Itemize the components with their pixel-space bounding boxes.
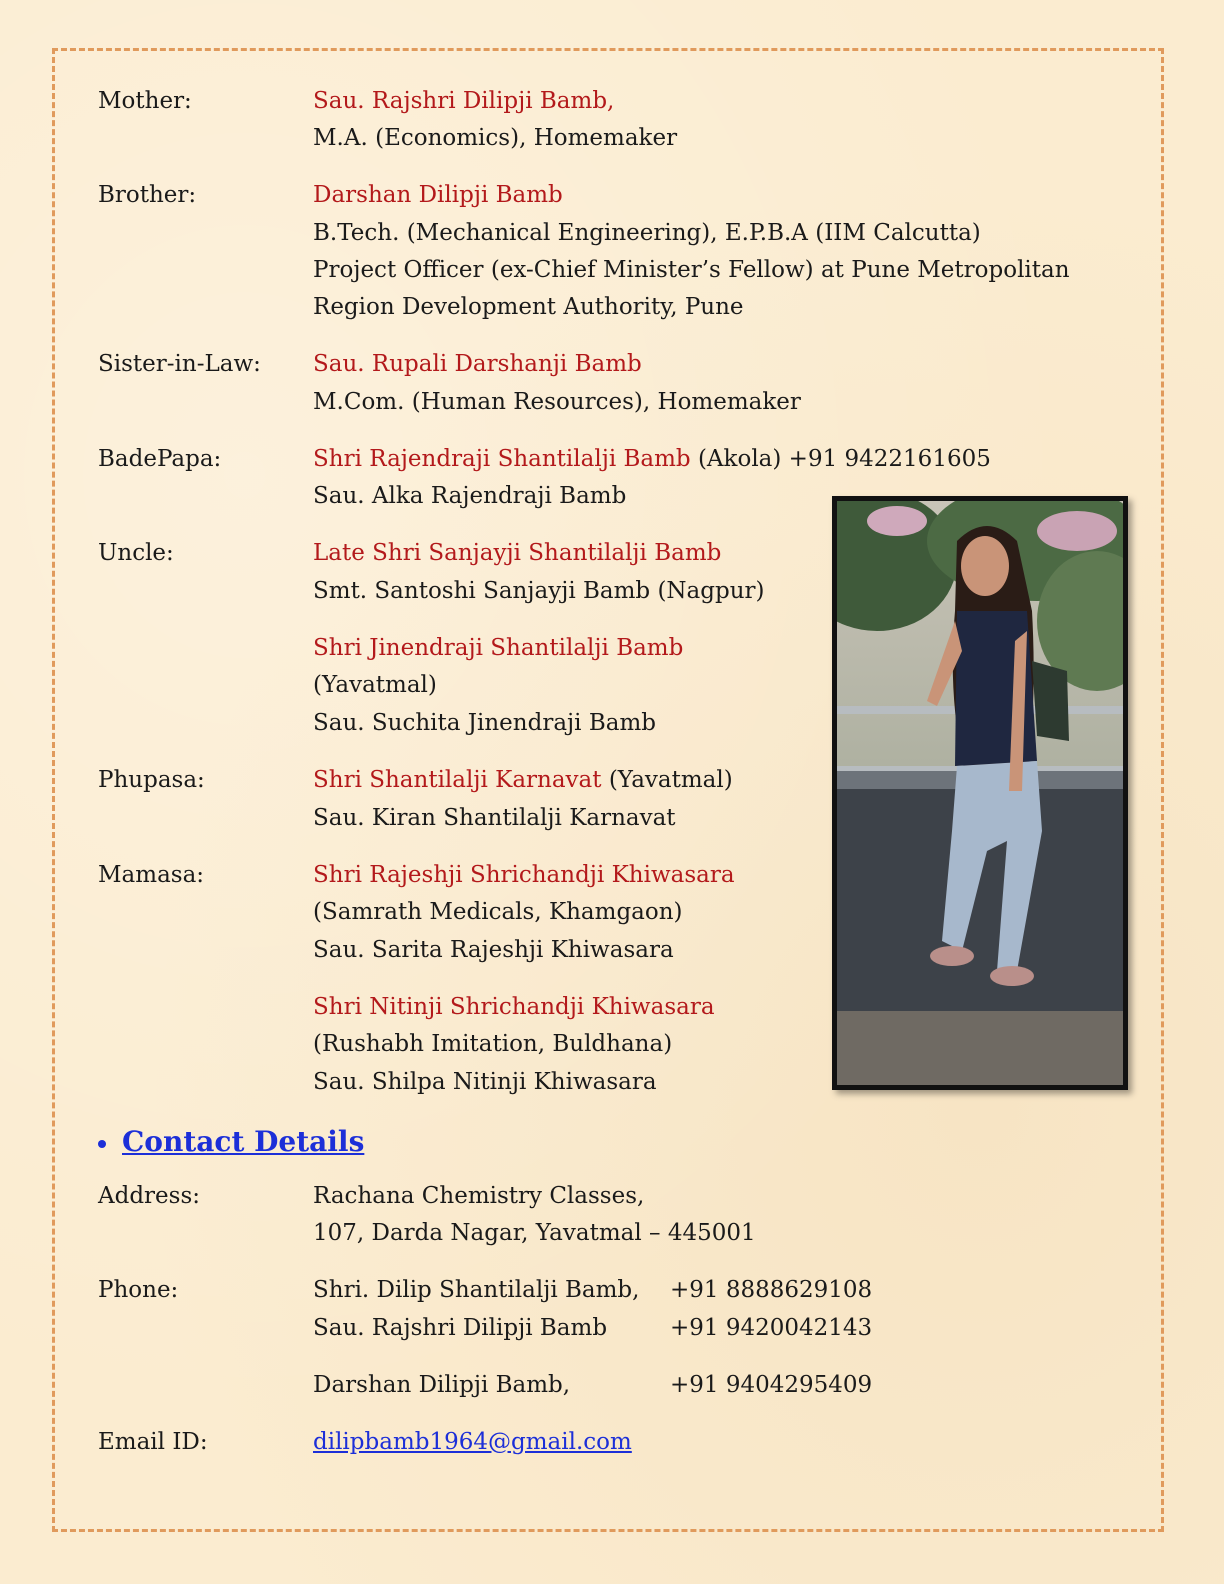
address-line-1: Rachana Chemistry Classes, bbox=[313, 1183, 645, 1209]
phone-name-3: Darshan Dilipji Bamb, bbox=[313, 1372, 571, 1398]
mother-label: Mother: bbox=[98, 88, 192, 114]
badepapa-line bbox=[313, 441, 991, 479]
uncle-spouse-2: Sau. Suchita Jinendraji Bamb bbox=[313, 710, 656, 736]
badepapa-place-phone: (Akola) +91 9422161605 bbox=[690, 446, 991, 472]
brother-occupation-line2: Region Development Authority, Pune bbox=[313, 294, 744, 320]
badepapa-label: BadePapa: bbox=[98, 446, 222, 472]
contact-details-heading bbox=[98, 1122, 364, 1162]
mamasa-name-2: Shri Nitinji Shrichandji Khiwasara bbox=[313, 994, 715, 1020]
sister-in-law-name: Sau. Rupali Darshanji Bamb bbox=[313, 351, 642, 377]
phone-name-2: Sau. Rajshri Dilipji Bamb bbox=[313, 1315, 608, 1341]
mother-detail: M.A. (Economics), Homemaker bbox=[313, 125, 678, 151]
sister-in-law-detail: M.Com. (Human Resources), Homemaker bbox=[313, 389, 801, 415]
mamasa-place-2: (Rushabh Imitation, Buldhana) bbox=[313, 1031, 673, 1057]
phupasa-name: Shri Shantilalji Karnavat bbox=[313, 767, 602, 793]
mamasa-place-1: (Samrath Medicals, Khamgaon) bbox=[313, 899, 683, 925]
uncle-spouse-1: Smt. Santoshi Sanjayji Bamb (Nagpur) bbox=[313, 578, 765, 604]
phone-number-3: +91 9404295409 bbox=[670, 1372, 873, 1398]
email-value bbox=[313, 1424, 632, 1462]
profile-photo-image bbox=[837, 501, 1123, 1085]
brother-occupation-line1: Project Officer (ex-Chief Minister’s Fellow) at Pune Metropolitan bbox=[313, 257, 1070, 283]
email-link[interactable]: dilipbamb1964@gmail.com bbox=[313, 1429, 632, 1455]
brother-education: B.Tech. (Mechanical Engineering), E.P.B.A (IIM Calcutta) bbox=[313, 220, 981, 246]
profile-photo bbox=[832, 496, 1128, 1090]
uncle-name-2: Shri Jinendraji Shantilalji Bamb bbox=[313, 635, 684, 661]
contact-details-title: Contact Details bbox=[122, 1125, 365, 1158]
uncle-label: Uncle: bbox=[98, 540, 174, 566]
phupasa-place: (Yavatmal) bbox=[601, 767, 733, 793]
phupasa-line bbox=[313, 762, 733, 800]
mamasa-label: Mamasa: bbox=[98, 862, 205, 888]
phone-number-1: +91 8888629108 bbox=[670, 1277, 873, 1303]
badepapa-spouse: Sau. Alka Rajendraji Bamb bbox=[313, 483, 627, 509]
address-line-2: 107, Darda Nagar, Yavatmal – 445001 bbox=[313, 1220, 756, 1246]
sister-in-law-label: Sister-in-Law: bbox=[98, 351, 261, 377]
uncle-name-1: Late Shri Sanjayji Shantilalji Bamb bbox=[313, 540, 722, 566]
mamasa-spouse-1: Sau. Sarita Rajeshji Khiwasara bbox=[313, 937, 674, 963]
phone-number-2: +91 9420042143 bbox=[670, 1315, 873, 1341]
phone-name-1: Shri. Dilip Shantilalji Bamb, bbox=[313, 1277, 640, 1303]
phone-label: Phone: bbox=[98, 1277, 179, 1303]
brother-name: Darshan Dilipji Bamb bbox=[313, 182, 563, 208]
badepapa-name: Shri Rajendraji Shantilalji Bamb bbox=[313, 446, 691, 472]
address-label: Address: bbox=[98, 1183, 201, 1209]
bullet-icon bbox=[98, 1140, 106, 1148]
phupasa-spouse: Sau. Kiran Shantilalji Karnavat bbox=[313, 805, 676, 831]
email-label: Email ID: bbox=[98, 1429, 208, 1455]
brother-label: Brother: bbox=[98, 182, 197, 208]
phupasa-label: Phupasa: bbox=[98, 767, 205, 793]
mamasa-spouse-2: Sau. Shilpa Nitinji Khiwasara bbox=[313, 1069, 657, 1095]
mother-name: Sau. Rajshri Dilipji Bamb, bbox=[313, 88, 615, 114]
mamasa-name-1: Shri Rajeshji Shrichandji Khiwasara bbox=[313, 862, 735, 888]
uncle-place-2: (Yavatmal) bbox=[313, 672, 437, 698]
